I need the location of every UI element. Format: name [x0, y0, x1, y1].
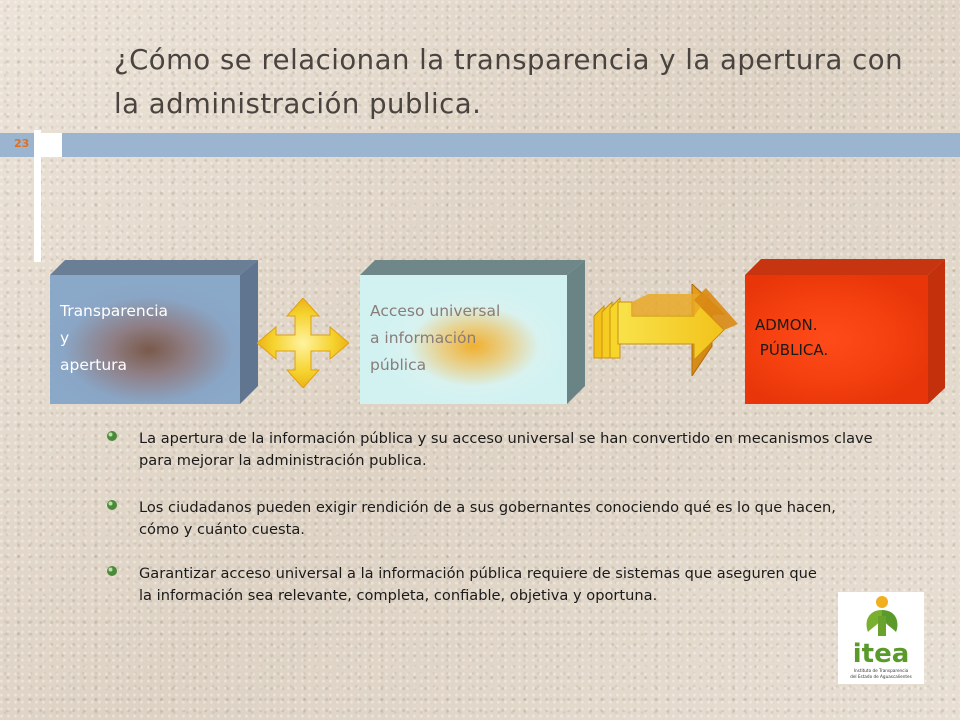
box-label-line: a información: [370, 329, 477, 347]
itea-logo-graphic: [838, 592, 924, 684]
box-top: [50, 260, 258, 275]
bullet-icon: [106, 430, 118, 442]
slide-title: ¿Cómo se relacionan la transparencia y la apertura con la administración publica.: [114, 44, 904, 120]
box-side: [240, 260, 258, 404]
box-label-line: Transparencia: [60, 302, 169, 320]
bullet-icon: [106, 565, 118, 577]
box-side: [567, 260, 585, 404]
transparency-box: [50, 260, 258, 404]
itea-logo: [838, 592, 924, 684]
bullet-item: [104, 563, 819, 607]
bullet-text: Garantizar acceso universal a la información pública requiere de sistemas que aseguren que la información sea relevante, completa, confiable, objetiva y oportuna.: [139, 565, 817, 604]
box-label-line: Acceso universal: [370, 302, 501, 320]
box-top: [360, 260, 585, 275]
transparency-box-label: [60, 298, 168, 379]
box-label-line: y: [60, 329, 70, 347]
box-side: [928, 259, 945, 404]
box-label-line: apertura: [60, 356, 128, 374]
right-arrow-icon: [592, 284, 742, 376]
bullet-icon: [106, 499, 118, 511]
bullet-text: Los ciudadanos pueden exigir rendición de a sus gobernantes conociendo qué es lo que hacen, cómo y cuánto cuesta.: [139, 499, 836, 538]
public-admin-box-label: [755, 313, 828, 363]
box-top: [745, 259, 945, 275]
logo-subtitle-line: Instituto de Transparencia: [853, 668, 909, 673]
bullet-item: [104, 428, 879, 472]
slide-number-box: [41, 133, 62, 157]
access-box: [360, 260, 585, 404]
slide-number: 23: [14, 137, 30, 150]
public-admin-box: [745, 259, 945, 404]
access-box-label: [370, 298, 500, 379]
logo-wordmark: itea: [852, 639, 910, 669]
box-label-line: ADMON.: [755, 316, 818, 334]
box-label-line: PÚBLICA.: [755, 341, 829, 359]
four-way-arrow-icon: [257, 298, 349, 388]
logo-subtitle-line: del Estado de Aguascalientes: [850, 674, 912, 679]
box-label-line: pública: [370, 356, 427, 374]
bullet-item: [104, 497, 879, 541]
header-bar: [62, 133, 960, 157]
bullet-list: [104, 428, 873, 607]
bullet-text: La apertura de la información pública y su acceso universal se han convertido en mecanismos clave para mejorar la administración publica.: [139, 430, 873, 469]
